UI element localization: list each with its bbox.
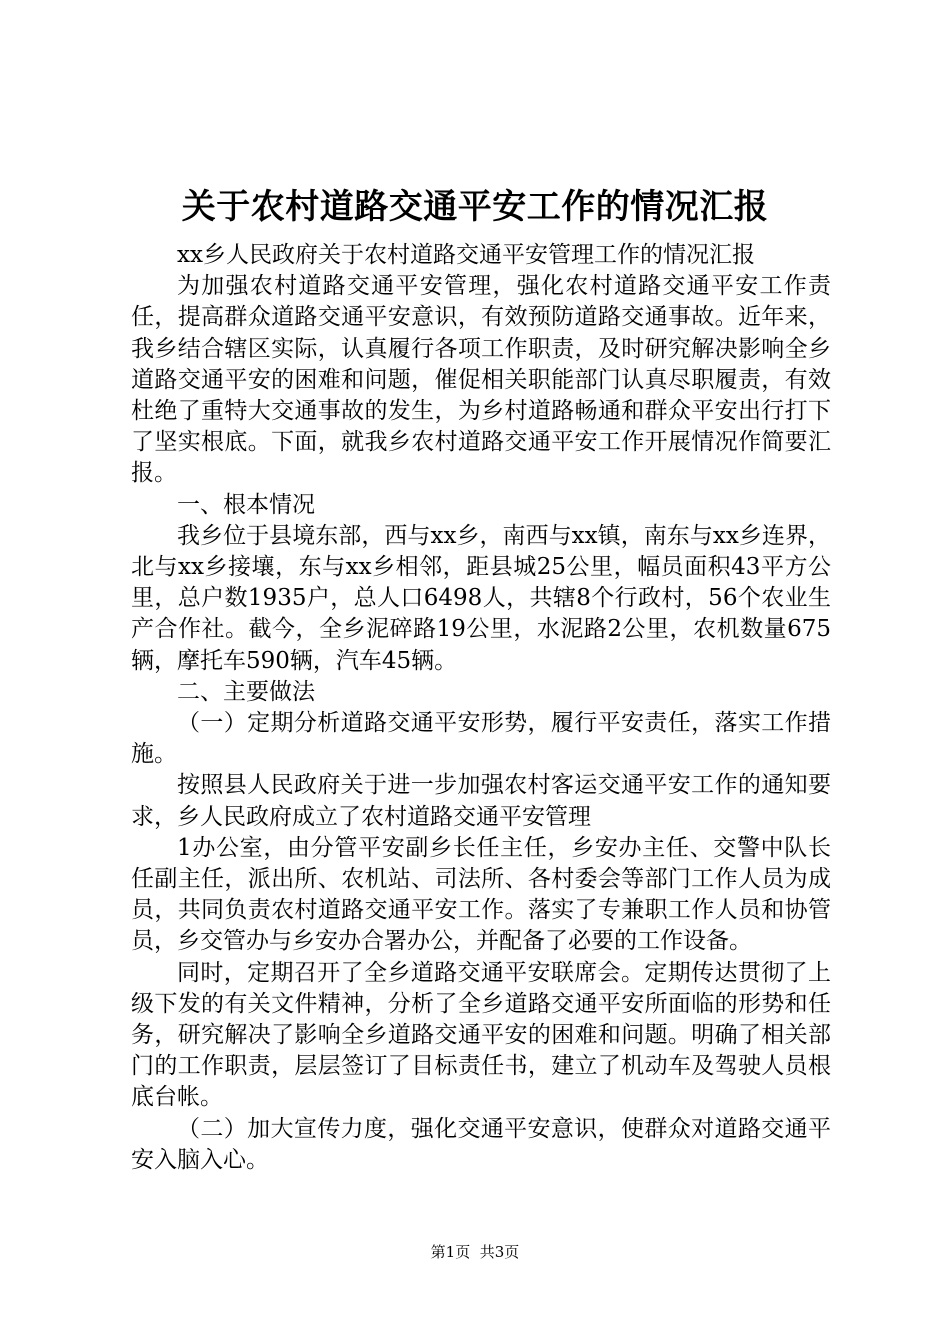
subsection-heading-1: （一）定期分析道路交通平安形势，履行平安责任，落实工作措施。 [131,710,831,768]
page-number: 第1页 [430,1243,471,1261]
paragraph-meeting: 同时，定期召开了全乡道路交通平安联席会。定期传达贯彻了上级下发的有关文件精神，分析了全乡道路交通平安所面临的形势和任务，研究解决了影响全乡道路交通平安的困难和问题。明确了相关部门的工作职责，层层签订了目标责任书，建立了机动车及驾驶人员根底台帐。 [131,959,831,1111]
section-heading-basic: 一、根本情况 [177,491,315,518]
page-footer [0,1242,950,1262]
paragraph-office: 1办公室，由分管平安副乡长任主任，乡安办主任、交警中队长任副主任，派出所、农机站、司法所、各村委会等部门工作人员为成员，共同负责农村道路交通平安工作。落实了专兼职工作人员和协管员，乡交管办与乡安办合署办公，并配备了必要的工作设备。 [131,834,831,955]
paragraph-intro: 为加强农村道路交通平安管理，强化农村道路交通平安工作责任，提高群众道路交通平安意识，有效预防道路交通事故。近年来，我乡结合辖区实际，认真履行各项工作职责，及时研究解决影响全乡道路交通平安的困难和问题，催促相关职能部门认真尽职履责，有效杜绝了重特大交通事故的发生，为乡村道路畅通和群众平安出行打下了坚实根底。下面，就我乡农村道路交通平安工作开展情况作简要汇报。 [131,273,831,487]
document-body [131,240,831,1176]
section-heading-methods: 二、主要做法 [177,678,315,705]
paragraph-basic-info: 我乡位于县境东部，西与xx乡，南西与xx镇，南东与xx乡连界，北与xx乡接壤，东与xx乡相邻，距县城25公里，幅员面积43平方公里，总户数1935户，总人口6498人，共辖8个行政村，56个农业生产合作社。截今，全乡泥碎路19公里，水泥路2公里，农机数量675辆，摩托车590辆，汽车45辆。 [131,522,831,674]
paragraph-notice: 按照县人民政府关于进一步加强农村客运交通平安工作的通知要求，乡人民政府成立了农村道路交通平安管理 [131,772,831,830]
document-title: 关于农村道路交通平安工作的情况汇报 [181,187,769,227]
subsection-heading-2: （二）加大宣传力度，强化交通平安意识，使群众对道路交通平安入脑入心。 [131,1115,831,1173]
page-total: 共3页 [479,1243,520,1261]
paragraph-subtitle: xx乡人民政府关于农村道路交通平安管理工作的情况汇报 [177,242,755,268]
